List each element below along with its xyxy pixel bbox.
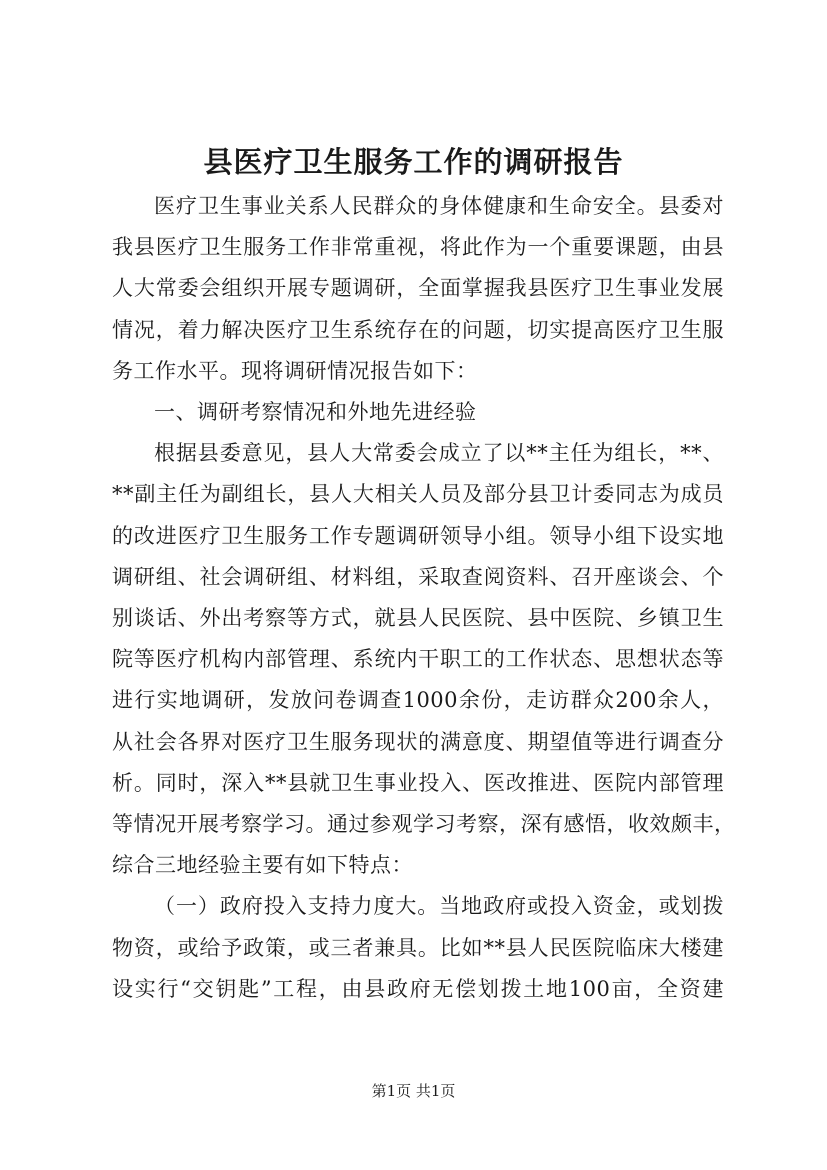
document-title: 县医疗卫生服务工作的调研报告	[203, 145, 624, 179]
text-line: （一）政府投入支持力度大。当地政府或投入资金，或划拨	[154, 894, 724, 919]
text-line: 设实行“交钥匙”工程，由县政府无偿划拨土地100亩，全资建	[112, 976, 724, 1001]
text-line: 等情况开展考察学习。通过参观学习考察，深有感悟，收效颇丰，	[112, 812, 736, 836]
text-line: 根据县委意见，县人大常委会成立了以**主任为组长，**、	[154, 441, 724, 466]
text-line: 物资，或给予政策，或三者兼具。比如**县人民医院临床大楼建	[112, 935, 724, 960]
page-footer: 第1页 共1页	[371, 1082, 456, 1100]
text-line: 院等医疗机构内部管理、系统内干职工的工作状态、思想状态等	[112, 647, 724, 672]
text-line: 务工作水平。现将调研情况报告如下：	[112, 358, 478, 383]
text-line: 情况，着力解决医疗卫生系统存在的问题，切实提高医疗卫生服	[112, 317, 724, 342]
text-line: 一、调研考察情况和外地先进经验	[154, 400, 477, 424]
text-line: 析。同时，深入**县就卫生事业投入、医改推进、医院内部管理	[112, 770, 724, 795]
text-line: 从社会各界对医疗卫生服务现状的满意度、期望值等进行调查分	[112, 729, 724, 754]
text-line: 的改进医疗卫生服务工作专题调研领导小组。领导小组下设实地	[112, 523, 724, 548]
text-line: 我县医疗卫生服务工作非常重视，将此作为一个重要课题，由县	[112, 235, 724, 260]
text-line: 人大常委会组织开展专题调研，全面掌握我县医疗卫生事业发展	[112, 276, 724, 301]
text-line: 调研组、社会调研组、材料组，采取查阅资料、召开座谈会、个	[112, 564, 724, 589]
text-line: 医疗卫生事业关系人民群众的身体健康和生命安全。县委对	[154, 194, 724, 218]
text-line: 综合三地经验主要有如下特点：	[112, 853, 413, 878]
text-line: **副主任为副组长，县人大相关人员及部分县卫计委同志为成员	[112, 482, 724, 507]
text-line: 别谈话、外出考察等方式，就县人民医院、县中医院、乡镇卫生	[112, 606, 724, 630]
text-line: 进行实地调研，发放问卷调查1000余份，走访群众200余人，	[112, 688, 724, 713]
